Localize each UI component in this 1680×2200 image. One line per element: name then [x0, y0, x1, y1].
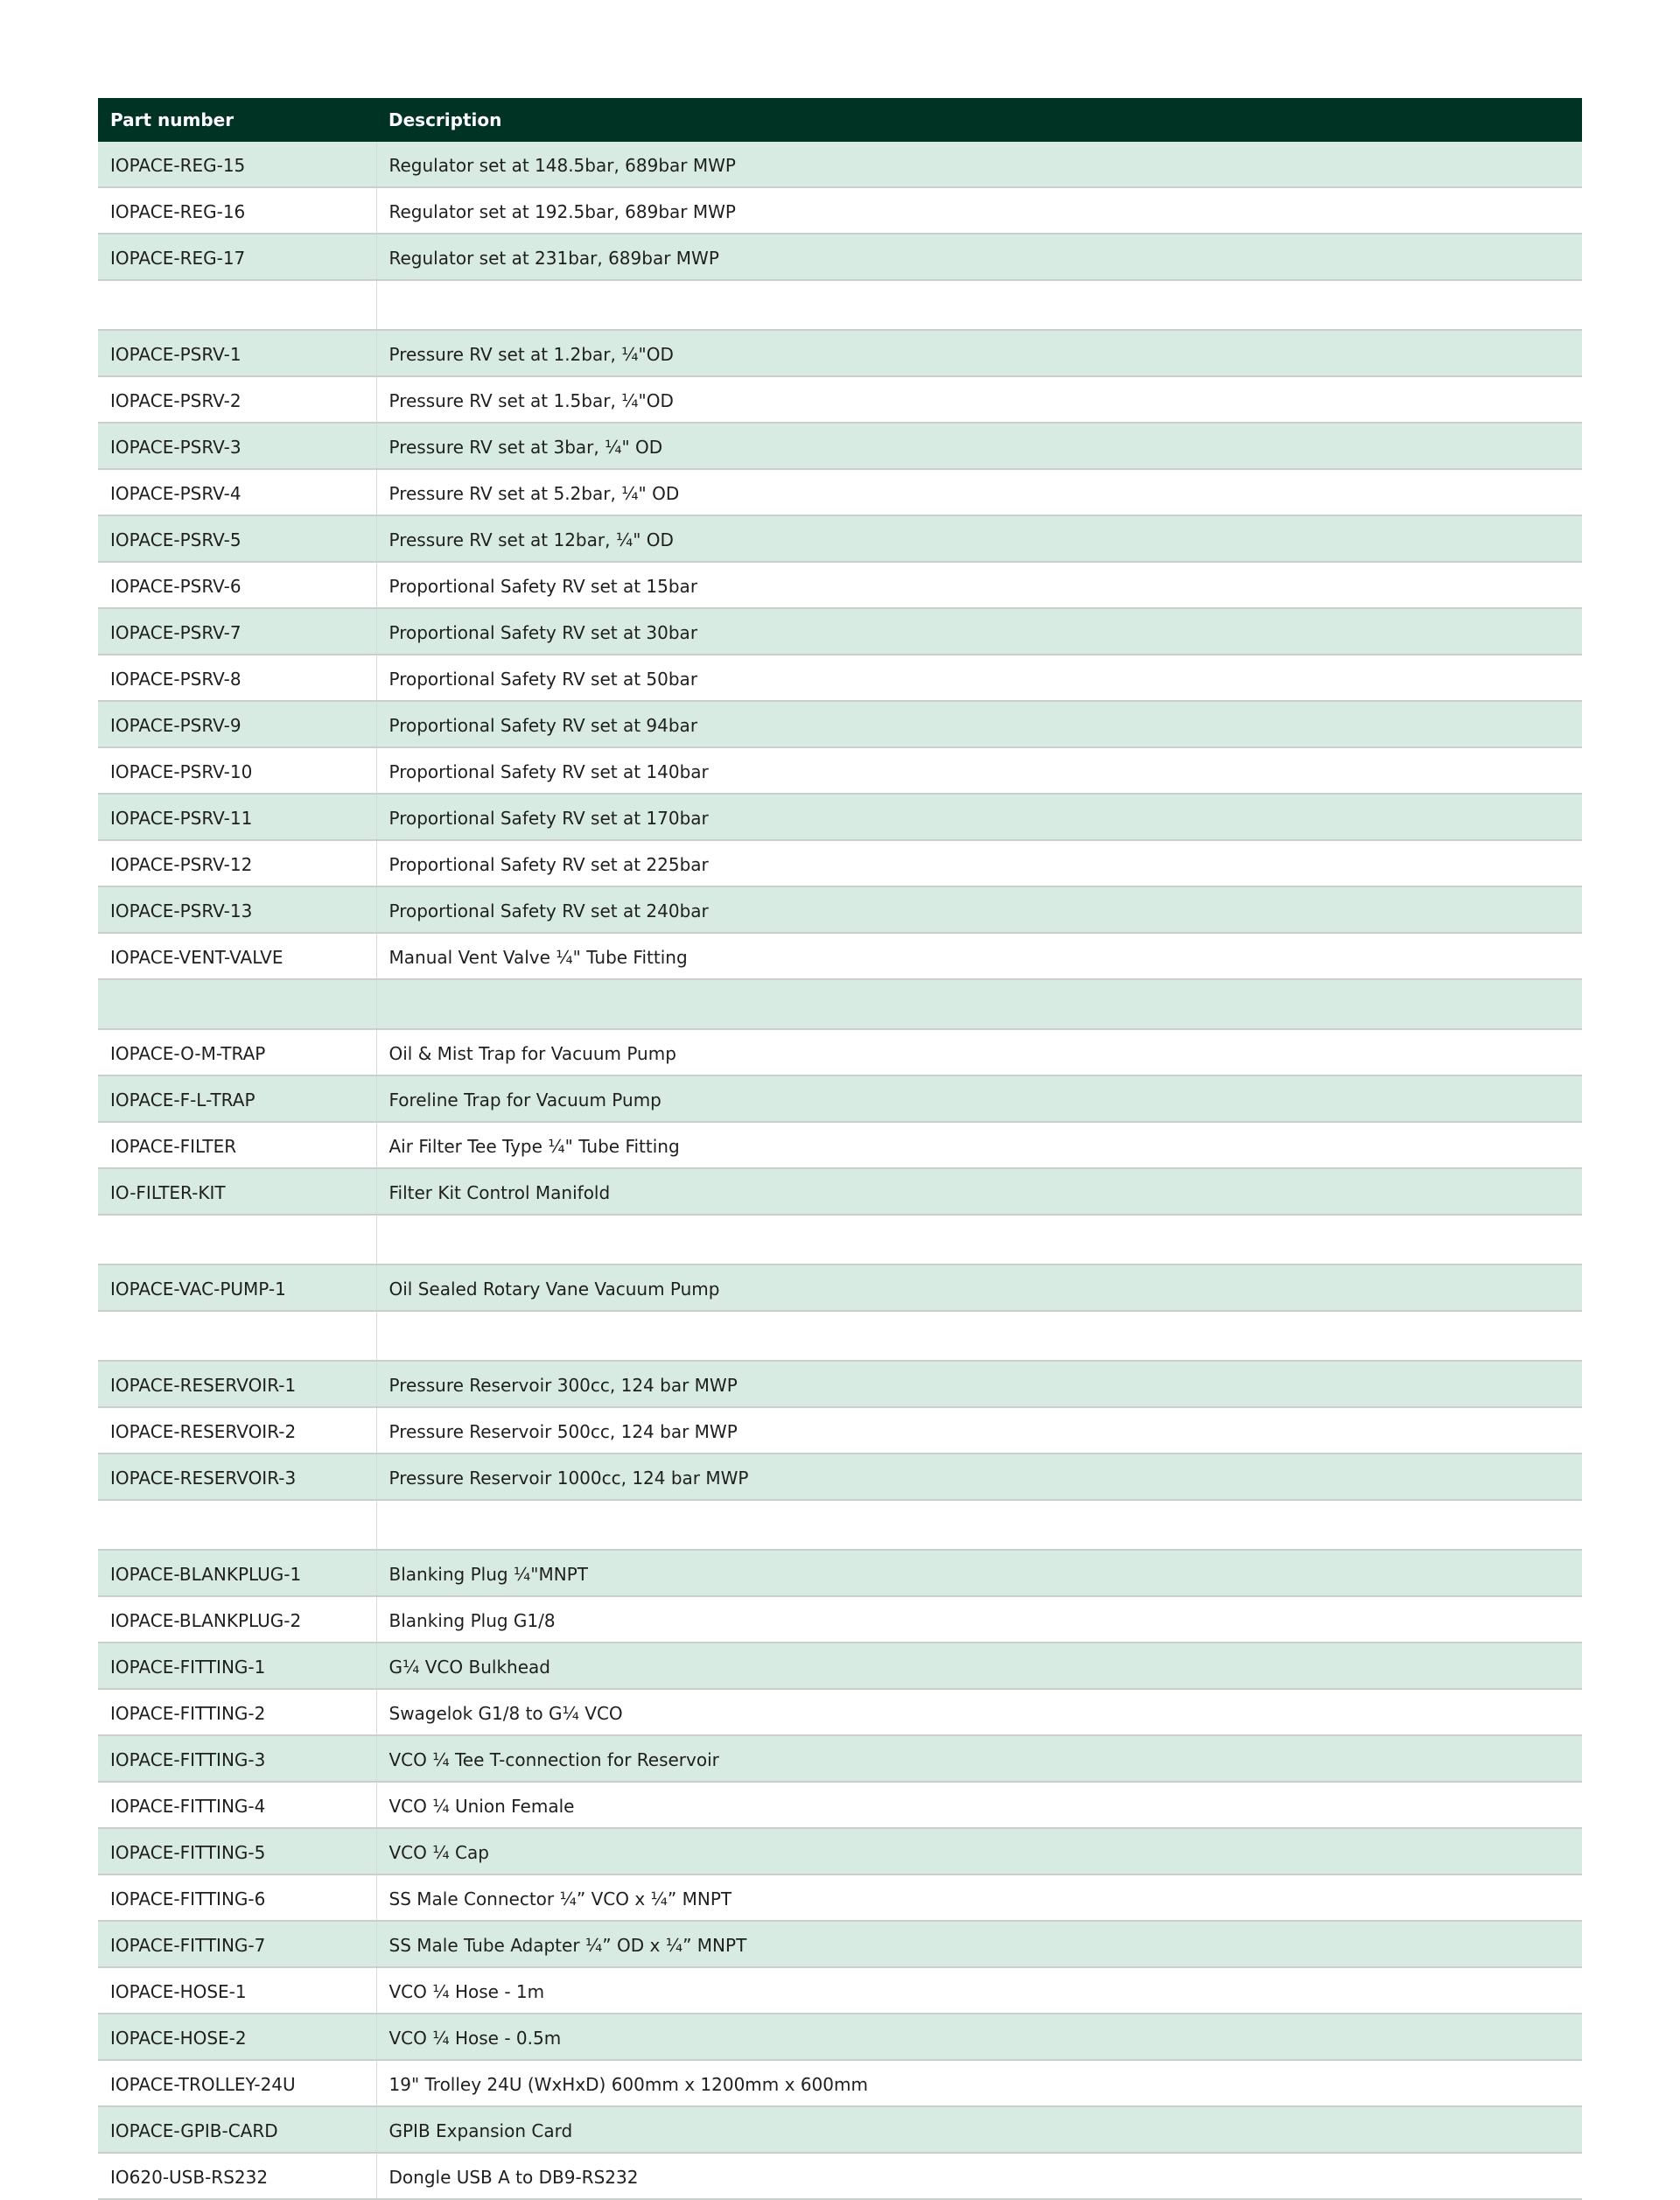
part-number-cell: IOPACE-HOSE-2	[98, 2014, 376, 2060]
table-row	[98, 423, 1582, 469]
description-cell: Pressure RV set at 3bar, ¼" OD	[376, 423, 1582, 469]
part-number-cell: IOPACE-FITTING-1	[98, 1643, 376, 1689]
description-cell: G¼ VCO Bulkhead	[376, 1643, 1582, 1689]
description-cell: Proportional Safety RV set at 170bar	[376, 794, 1582, 840]
description-cell	[376, 979, 1582, 1029]
table-row	[98, 840, 1582, 886]
table-row	[98, 234, 1582, 280]
description-cell: Proportional Safety RV set at 15bar	[376, 562, 1582, 608]
part-number-cell: IOPACE-TROLLEY-24U	[98, 2060, 376, 2106]
part-number-cell: IOPACE-VENT-VALVE	[98, 933, 376, 979]
part-number-cell: IOPACE-REG-15	[98, 142, 376, 187]
part-number-cell: IOPACE-HOSE-1	[98, 1967, 376, 2014]
description-cell	[376, 1215, 1582, 1265]
table-row	[98, 187, 1582, 234]
table-row	[98, 1215, 1582, 1265]
table-row	[98, 469, 1582, 515]
description-cell: Pressure RV set at 1.5bar, ¼"OD	[376, 376, 1582, 423]
description-cell: Proportional Safety RV set at 140bar	[376, 747, 1582, 794]
description-cell: Regulator set at 231bar, 689bar MWP	[376, 234, 1582, 280]
description-cell: Proportional Safety RV set at 50bar	[376, 655, 1582, 701]
part-number-cell	[98, 280, 376, 330]
description-cell: Pressure RV set at 1.2bar, ¼"OD	[376, 330, 1582, 376]
table-row	[98, 979, 1582, 1029]
part-number-cell: IOPACE-RESERVOIR-2	[98, 1407, 376, 1454]
table-row	[98, 515, 1582, 562]
part-number-cell: IOPACE-REG-17	[98, 234, 376, 280]
table-row	[98, 1168, 1582, 1215]
table-row	[98, 1921, 1582, 1967]
table-row	[98, 2153, 1582, 2199]
header-part-number: Part number	[98, 98, 376, 142]
description-cell: Foreline Trap for Vacuum Pump	[376, 1075, 1582, 1122]
part-number-cell: IOPACE-PSRV-3	[98, 423, 376, 469]
part-number-cell: IOPACE-RESERVOIR-3	[98, 1454, 376, 1500]
part-number-cell: IOPACE-BLANKPLUG-1	[98, 1550, 376, 1596]
part-number-cell: IOPACE-PSRV-2	[98, 376, 376, 423]
description-cell: Pressure RV set at 12bar, ¼" OD	[376, 515, 1582, 562]
description-cell: Regulator set at 148.5bar, 689bar MWP	[376, 142, 1582, 187]
part-number-cell: IO-FILTER-KIT	[98, 1168, 376, 1215]
table-row	[98, 608, 1582, 655]
part-number-cell: IOPACE-FITTING-6	[98, 1874, 376, 1921]
description-cell: Dongle USB A to DB9-RS232	[376, 2153, 1582, 2199]
description-cell: Pressure Reservoir 500cc, 124 bar MWP	[376, 1407, 1582, 1454]
part-number-cell: IOPACE-PSRV-8	[98, 655, 376, 701]
table-row	[98, 1075, 1582, 1122]
table-row	[98, 1122, 1582, 1168]
table-row	[98, 1454, 1582, 1500]
part-number-cell: IOPACE-PSRV-9	[98, 701, 376, 747]
table-row	[98, 655, 1582, 701]
description-cell: 19" Trolley 24U (WxHxD) 600mm x 1200mm x 600mm	[376, 2060, 1582, 2106]
table-row	[98, 1596, 1582, 1643]
table-row	[98, 886, 1582, 933]
table-row	[98, 1643, 1582, 1689]
description-cell: Filter Kit Control Manifold	[376, 1168, 1582, 1215]
description-cell: GPIB Expansion Card	[376, 2106, 1582, 2153]
table-row	[98, 2106, 1582, 2153]
description-cell: VCO ¼ Tee T-connection for Reservoir	[376, 1735, 1582, 1782]
description-cell	[376, 280, 1582, 330]
description-cell	[376, 1311, 1582, 1361]
description-cell: Air Filter Tee Type ¼" Tube Fitting	[376, 1122, 1582, 1168]
table-row	[98, 933, 1582, 979]
description-cell: Pressure Reservoir 300cc, 124 bar MWP	[376, 1361, 1582, 1407]
table-row	[98, 1500, 1582, 1550]
description-cell: Manual Vent Valve ¼" Tube Fitting	[376, 933, 1582, 979]
part-number-cell	[98, 1215, 376, 1265]
part-number-cell: IOPACE-FILTER	[98, 1122, 376, 1168]
header-description: Description	[376, 98, 1582, 142]
part-number-cell: IOPACE-VAC-PUMP-1	[98, 1265, 376, 1311]
description-cell: VCO ¼ Hose - 0.5m	[376, 2014, 1582, 2060]
part-number-cell: IOPACE-REG-16	[98, 187, 376, 234]
part-number-cell: IOPACE-O-M-TRAP	[98, 1029, 376, 1075]
part-number-cell: IOPACE-PSRV-10	[98, 747, 376, 794]
part-number-cell: IOPACE-FITTING-2	[98, 1689, 376, 1735]
description-cell: SS Male Tube Adapter ¼” OD x ¼” MNPT	[376, 1921, 1582, 1967]
table-row	[98, 2060, 1582, 2106]
description-cell: Pressure RV set at 5.2bar, ¼" OD	[376, 469, 1582, 515]
part-number-cell: IOPACE-PSRV-12	[98, 840, 376, 886]
part-number-cell: IOPACE-BLANKPLUG-2	[98, 1596, 376, 1643]
part-number-cell: IOPACE-FITTING-4	[98, 1782, 376, 1828]
part-number-cell: IOPACE-PSRV-1	[98, 330, 376, 376]
table-row	[98, 1828, 1582, 1874]
part-number-cell: IOPACE-PSRV-13	[98, 886, 376, 933]
description-cell: VCO ¼ Hose - 1m	[376, 1967, 1582, 2014]
table-row	[98, 1311, 1582, 1361]
table-row	[98, 2014, 1582, 2060]
description-cell: Regulator set at 192.5bar, 689bar MWP	[376, 187, 1582, 234]
part-number-cell	[98, 979, 376, 1029]
part-number-cell: IOPACE-PSRV-6	[98, 562, 376, 608]
description-cell: Blanking Plug ¼"MNPT	[376, 1550, 1582, 1596]
table-row	[98, 794, 1582, 840]
description-cell: VCO ¼ Union Female	[376, 1782, 1582, 1828]
parts-table	[98, 98, 1582, 2200]
table-row	[98, 562, 1582, 608]
table-row	[98, 1735, 1582, 1782]
description-cell: Swagelok G1/8 to G¼ VCO	[376, 1689, 1582, 1735]
part-number-cell: IOPACE-PSRV-11	[98, 794, 376, 840]
table-row	[98, 747, 1582, 794]
table-row	[98, 330, 1582, 376]
table-row	[98, 1782, 1582, 1828]
description-cell: Proportional Safety RV set at 240bar	[376, 886, 1582, 933]
description-cell: SS Male Connector ¼” VCO x ¼” MNPT	[376, 1874, 1582, 1921]
table-body	[98, 142, 1582, 2199]
description-cell: Blanking Plug G1/8	[376, 1596, 1582, 1643]
part-number-cell: IOPACE-GPIB-CARD	[98, 2106, 376, 2153]
part-number-cell: IOPACE-FITTING-5	[98, 1828, 376, 1874]
part-number-cell	[98, 1500, 376, 1550]
part-number-cell: IOPACE-PSRV-4	[98, 469, 376, 515]
table-row	[98, 142, 1582, 187]
table-row	[98, 376, 1582, 423]
table-row	[98, 701, 1582, 747]
description-cell	[376, 1500, 1582, 1550]
description-cell: Proportional Safety RV set at 30bar	[376, 608, 1582, 655]
table-row	[98, 1029, 1582, 1075]
description-cell: Oil Sealed Rotary Vane Vacuum Pump	[376, 1265, 1582, 1311]
part-number-cell: IOPACE-FITTING-7	[98, 1921, 376, 1967]
part-number-cell: IO620-USB-RS232	[98, 2153, 376, 2199]
table-row	[98, 1265, 1582, 1311]
table-row	[98, 1407, 1582, 1454]
part-number-cell: IOPACE-F-L-TRAP	[98, 1075, 376, 1122]
table-row	[98, 1550, 1582, 1596]
description-cell: VCO ¼ Cap	[376, 1828, 1582, 1874]
part-number-cell: IOPACE-PSRV-7	[98, 608, 376, 655]
table-header-row	[98, 98, 1582, 142]
table-row	[98, 1361, 1582, 1407]
part-number-cell: IOPACE-FITTING-3	[98, 1735, 376, 1782]
table-row	[98, 1689, 1582, 1735]
description-cell: Proportional Safety RV set at 94bar	[376, 701, 1582, 747]
table-row	[98, 1874, 1582, 1921]
table-row	[98, 1967, 1582, 2014]
part-number-cell: IOPACE-PSRV-5	[98, 515, 376, 562]
part-number-cell: IOPACE-RESERVOIR-1	[98, 1361, 376, 1407]
description-cell: Oil & Mist Trap for Vacuum Pump	[376, 1029, 1582, 1075]
description-cell: Pressure Reservoir 1000cc, 124 bar MWP	[376, 1454, 1582, 1500]
table-row	[98, 280, 1582, 330]
description-cell: Proportional Safety RV set at 225bar	[376, 840, 1582, 886]
part-number-cell	[98, 1311, 376, 1361]
